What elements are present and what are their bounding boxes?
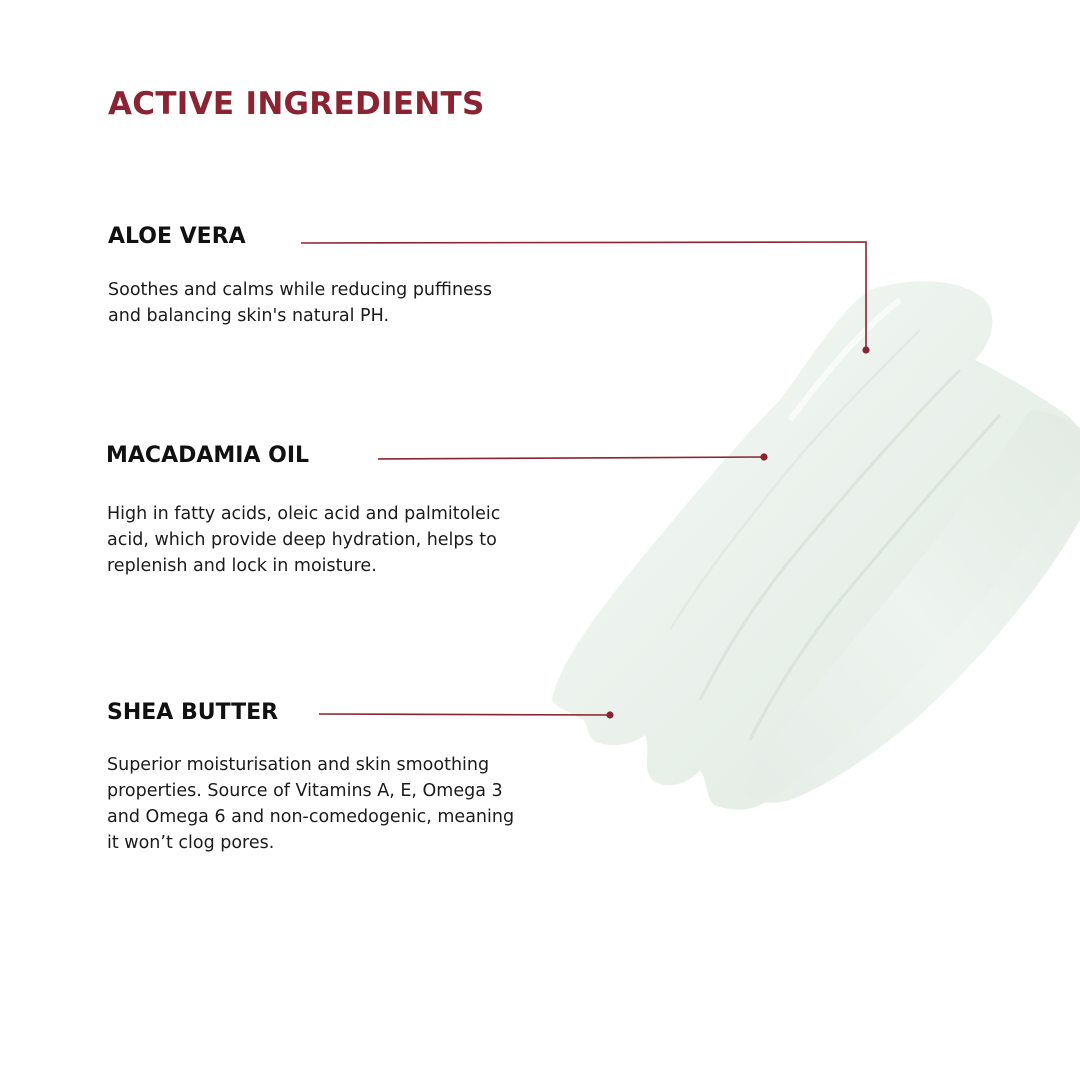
ingredient-heading-shea-butter: SHEA BUTTER: [107, 700, 279, 725]
leader-dot: [862, 346, 869, 353]
description-line: Soothes and calms while reducing puffiness: [108, 280, 493, 300]
page-title: ACTIVE INGREDIENTS: [108, 86, 485, 122]
leader-shea-butter: [319, 711, 614, 718]
leader-macadamia-oil: [378, 453, 768, 460]
description-line: it won’t clog pores.: [107, 833, 275, 853]
ingredient-heading-aloe-vera: ALOE VERA: [108, 224, 246, 249]
ingredient-heading-macadamia-oil: MACADAMIA OIL: [106, 443, 310, 468]
ingredient-description-aloe-vera: [108, 277, 492, 329]
leader-dot: [606, 711, 613, 718]
description-line: Superior moisturisation and skin smoothing: [107, 755, 490, 775]
description-line: acid, which provide deep hydration, helps to: [107, 530, 497, 550]
description-line: replenish and lock in moisture.: [107, 556, 377, 576]
ingredient-description-macadamia-oil: [107, 501, 500, 579]
ingredient-description-shea-butter: [107, 752, 514, 856]
leader-dot: [760, 453, 767, 460]
description-line: and balancing skin's natural PH.: [108, 306, 390, 326]
description-line: properties. Source of Vitamins A, E, Omega 3: [107, 781, 503, 801]
description-line: and Omega 6 and non-comedogenic, meaning: [107, 807, 515, 827]
description-line: High in fatty acids, oleic acid and palmitoleic: [107, 504, 501, 524]
